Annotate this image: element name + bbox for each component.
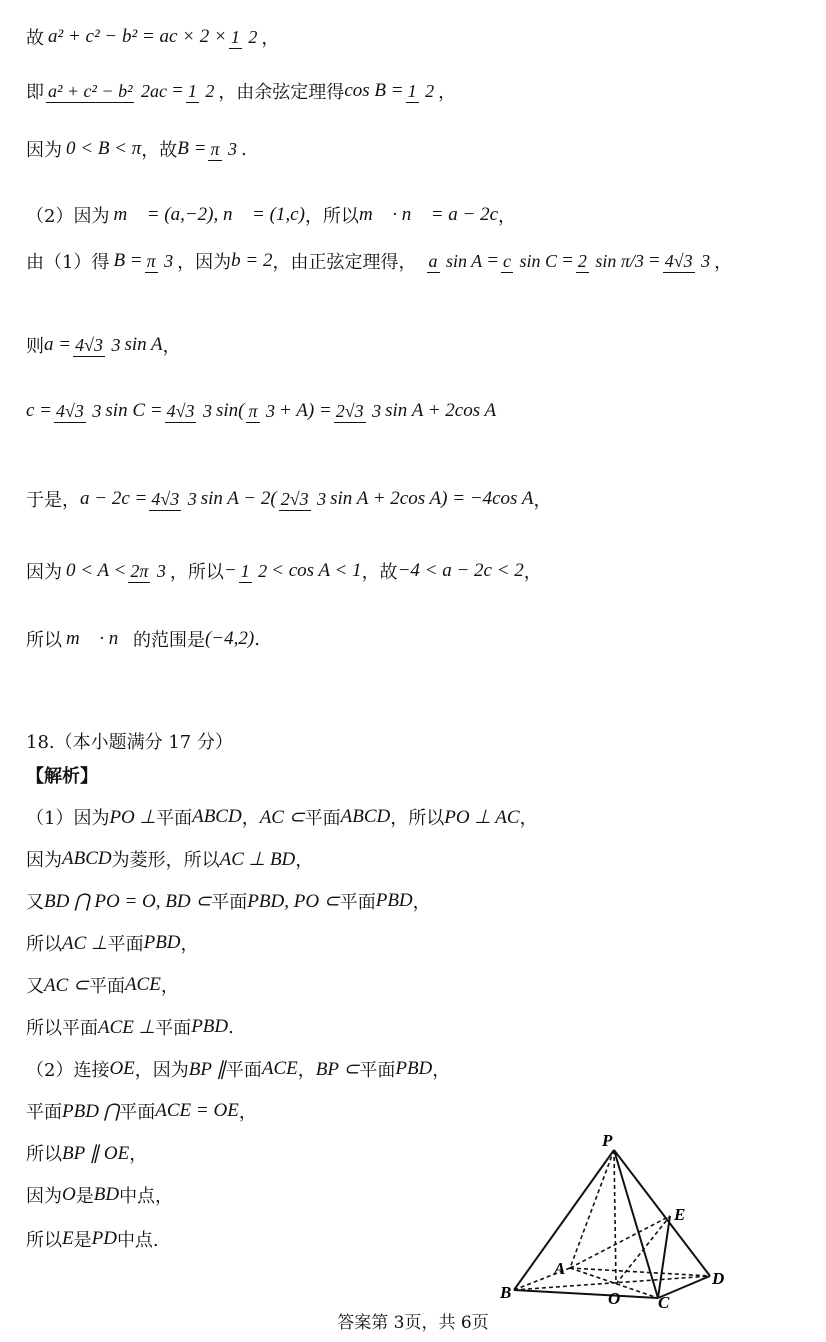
text: 平面: [304, 808, 341, 829]
math: ACE = OE: [155, 1100, 239, 1121]
text: 平面: [88, 976, 125, 997]
text: ，所以: [304, 206, 359, 227]
text: 是: [73, 1230, 92, 1251]
numerator: π: [146, 250, 156, 271]
fraction: [229, 27, 260, 48]
text: ，: [438, 82, 457, 103]
line-10: [26, 626, 260, 652]
text: 所以: [26, 934, 62, 955]
proof-line-10: [26, 1182, 173, 1208]
fraction: [149, 489, 198, 510]
line-8: [26, 486, 551, 512]
text: ，: [241, 808, 260, 829]
denominator: 3: [266, 400, 275, 421]
math: OE: [109, 1058, 135, 1079]
math: −4 < a − 2c < 2: [397, 560, 524, 581]
math: ABCD: [340, 806, 391, 827]
vertex-label-B: B: [500, 1283, 512, 1302]
math: ACE ⊥: [98, 1016, 156, 1038]
math: PBD: [375, 890, 413, 911]
text: 所以: [26, 630, 62, 651]
text: ，: [523, 562, 542, 583]
vertex-label-A: A: [554, 1259, 566, 1278]
text: 平面: [211, 892, 248, 913]
text: ，: [295, 850, 314, 871]
text: 中点，: [119, 1186, 174, 1207]
math: ACE: [124, 974, 161, 995]
numerator: c: [503, 250, 512, 271]
text: 即: [26, 82, 44, 103]
denominator: 3: [187, 488, 197, 509]
text: ，故: [361, 562, 398, 583]
math: cos B =: [344, 80, 404, 101]
text: （2）连接: [26, 1060, 110, 1081]
text: 又: [26, 976, 44, 997]
math: sin A + 2cos A) = −4cos A: [330, 488, 534, 509]
math: 0 < A <: [66, 560, 127, 581]
numerator: 4√3: [151, 488, 180, 509]
text: 平面: [155, 1018, 192, 1039]
text: 是: [75, 1186, 94, 1207]
numerator: 2: [577, 250, 587, 271]
math: BP ⊂: [315, 1058, 360, 1080]
fraction: [427, 251, 485, 272]
math: ABCD: [192, 806, 242, 827]
denominator: 3: [164, 250, 174, 271]
math: =: [486, 250, 500, 271]
denominator: sin π/3: [595, 250, 644, 271]
text: ，: [533, 490, 552, 511]
line-7: [26, 400, 496, 422]
math: −: [223, 560, 237, 581]
numerator: 4√3: [56, 400, 84, 421]
denominator: 2: [205, 80, 215, 101]
text: 平面: [119, 1102, 156, 1123]
proof-line-3: [26, 888, 431, 914]
text: ，故: [141, 140, 178, 161]
text: ，: [129, 1144, 148, 1165]
denominator: 3: [317, 488, 327, 509]
math: sin(: [215, 400, 245, 421]
line-2: [26, 78, 456, 104]
numerator: a² + c² − b²: [48, 80, 133, 101]
text: ，: [261, 28, 280, 49]
line-4: [26, 202, 516, 228]
text: 平面: [359, 1060, 396, 1081]
vertex-label-D: D: [712, 1269, 725, 1288]
text: ，: [162, 336, 181, 357]
math: a² + c² − b² = ac × 2 ×: [48, 26, 227, 47]
math: BP ∥: [188, 1058, 226, 1080]
numerator: 1: [230, 26, 240, 47]
math: PD: [91, 1228, 117, 1249]
fraction: [239, 561, 270, 582]
text: 故: [26, 28, 44, 49]
fraction: [334, 401, 383, 422]
math: E: [62, 1228, 74, 1249]
numerator: 1: [407, 80, 417, 101]
math: AC ⊥: [62, 932, 108, 954]
text: ，由余弦定理得: [218, 82, 345, 103]
text: ，: [180, 934, 199, 955]
vertex-label-E: E: [674, 1205, 686, 1224]
text: ，: [238, 1102, 257, 1123]
text: 的范围是: [133, 630, 206, 651]
denominator: 3: [228, 138, 237, 159]
text: 所以: [26, 1144, 62, 1165]
text: .: [228, 1016, 234, 1038]
line-6: [26, 332, 181, 358]
proof-line-7: [26, 1056, 450, 1082]
math: O: [62, 1184, 76, 1205]
math: m⃗ = (a,−2), n⃗ = (1,c): [113, 204, 305, 225]
numerator: 4√3: [664, 250, 693, 271]
edge-PC: [614, 1150, 658, 1298]
numerator: 2π: [130, 560, 149, 581]
math: =: [561, 250, 574, 271]
denominator: sin C: [519, 250, 558, 271]
math: ABCD: [62, 848, 112, 869]
math: PBD: [395, 1058, 433, 1079]
math: 0 < B < π: [66, 138, 142, 159]
text: 平面: [339, 892, 376, 913]
fraction: [73, 335, 122, 356]
numerator: π: [248, 400, 258, 421]
math: (−4,2): [205, 628, 255, 649]
line-9: [26, 558, 542, 584]
text: 中点.: [116, 1230, 159, 1251]
math: sin A: [124, 334, 163, 355]
text: （2）因为: [26, 206, 110, 227]
text: 所以: [26, 1230, 62, 1251]
text: 因为: [26, 562, 62, 583]
denominator: 2ac: [140, 80, 167, 101]
page-footer: 答案第 3页，共 6页: [337, 1313, 489, 1333]
denominator: 3: [701, 250, 711, 271]
text: ，: [297, 1060, 316, 1081]
text: ，: [498, 206, 517, 227]
proof-line-6: [26, 1014, 234, 1040]
denominator: 3: [111, 334, 121, 355]
text: 平面: [156, 808, 193, 829]
denominator: 2: [248, 26, 258, 47]
fraction: [46, 81, 169, 102]
line-1: [26, 24, 279, 50]
edge-AE: [570, 1216, 670, 1268]
edge-PA: [570, 1150, 614, 1268]
fraction: [145, 251, 176, 272]
text: ，由正弦定理得，: [272, 252, 417, 273]
numerator: 1: [187, 80, 197, 101]
text: 为菱形，所以: [111, 850, 220, 871]
edge-PD: [614, 1150, 710, 1276]
text: 18.（本小题满分 17 分）: [26, 732, 233, 753]
line-5: [26, 248, 732, 274]
text: ，所以: [390, 808, 445, 829]
denominator: 2: [425, 80, 435, 101]
math: < cos A < 1: [271, 560, 362, 581]
math: PO ⊥: [109, 806, 157, 828]
text: ，: [412, 892, 431, 913]
math: B =: [113, 250, 143, 271]
fraction: [501, 251, 559, 272]
math: BD: [93, 1184, 120, 1205]
text: .: [254, 628, 260, 650]
proof-line-5: [26, 972, 179, 998]
text: 由（1）得: [26, 252, 110, 273]
math: a − 2c =: [80, 488, 148, 509]
fraction: [576, 251, 646, 272]
math: PO ⊥ AC: [444, 806, 520, 828]
math: c =: [26, 400, 53, 421]
math: AC ⊥ BD: [219, 848, 296, 870]
numerator: 2√3: [335, 400, 364, 421]
text: .: [241, 138, 247, 160]
numerator: 2√3: [280, 488, 309, 509]
math: =: [647, 250, 661, 271]
fraction: [663, 251, 712, 272]
math: PBD ⋂: [62, 1100, 120, 1122]
math: sin C =: [105, 400, 163, 421]
math: m⃗ · n⃗: [66, 628, 134, 649]
math: m⃗ · n⃗ = a − 2c: [358, 204, 499, 225]
math: AC ⊂: [44, 974, 89, 996]
math: BD ⋂ PO = O, BD ⊂: [44, 890, 212, 912]
vertex-label-O: O: [608, 1289, 621, 1308]
text: 平面: [26, 1102, 62, 1123]
math: + A) =: [279, 400, 332, 421]
text: 因为: [26, 140, 62, 161]
fraction: [406, 81, 437, 102]
fraction: [128, 561, 168, 582]
line-3: [26, 136, 247, 162]
denominator: 3: [92, 400, 102, 421]
text: 则: [26, 336, 44, 357]
text: ，因为: [134, 1060, 189, 1081]
edge-PO: [614, 1150, 616, 1284]
denominator: 3: [156, 560, 166, 581]
fraction: [54, 401, 103, 422]
proof-line-9: [26, 1140, 147, 1166]
text: （1）因为: [26, 808, 110, 829]
text: ，: [714, 252, 733, 273]
proof-line-4: [26, 930, 199, 956]
vertex-label-C: C: [658, 1293, 670, 1308]
fraction: [165, 401, 214, 422]
fraction: [246, 401, 277, 422]
text: ，: [432, 1060, 451, 1081]
proof-line-8: [26, 1098, 257, 1124]
vertex-label-P: P: [602, 1131, 613, 1150]
fraction: [279, 489, 328, 510]
text: 所以平面: [26, 1018, 98, 1039]
math: B =: [177, 138, 207, 159]
numerator: 4√3: [166, 400, 195, 421]
denominator: 3: [202, 400, 212, 421]
denominator: 2: [258, 560, 268, 581]
fraction: [186, 81, 217, 102]
proof-line-1: [26, 804, 538, 830]
math: PBD, PO ⊂: [247, 890, 340, 912]
text: 于是，: [26, 490, 80, 511]
denominator: 3: [372, 400, 382, 421]
math: AC ⊂: [259, 806, 305, 828]
proof-line-11: [26, 1226, 159, 1252]
math: BP ∥ OE: [62, 1142, 130, 1164]
math: =: [170, 80, 184, 101]
math: ACE: [261, 1058, 298, 1079]
denominator: sin A: [446, 250, 483, 271]
math: PBD: [191, 1016, 229, 1037]
text: ，因为: [177, 252, 232, 273]
numerator: 1: [240, 560, 250, 581]
numerator: a: [428, 250, 438, 271]
math: sin A + 2cos A: [385, 400, 497, 421]
fraction: [208, 139, 239, 160]
text: 平面: [225, 1060, 262, 1081]
math: a =: [44, 334, 72, 355]
numerator: 4√3: [75, 334, 103, 355]
math: sin A − 2(: [200, 488, 277, 509]
text: 又: [26, 892, 44, 913]
numerator: π: [210, 138, 220, 159]
text: ，所以: [169, 562, 224, 583]
math: b = 2: [231, 250, 273, 271]
math: PBD: [143, 932, 181, 953]
text: 因为: [26, 850, 62, 871]
text: 【解析】: [26, 766, 98, 787]
question-18-heading: [26, 728, 233, 754]
text: 平面: [107, 934, 144, 955]
text: 因为: [26, 1186, 62, 1207]
text: ，: [160, 976, 179, 997]
proof-line-2: [26, 846, 313, 872]
jiexi-heading: [26, 762, 98, 788]
pyramid-figure: [498, 1128, 738, 1308]
text: ，: [519, 808, 538, 829]
